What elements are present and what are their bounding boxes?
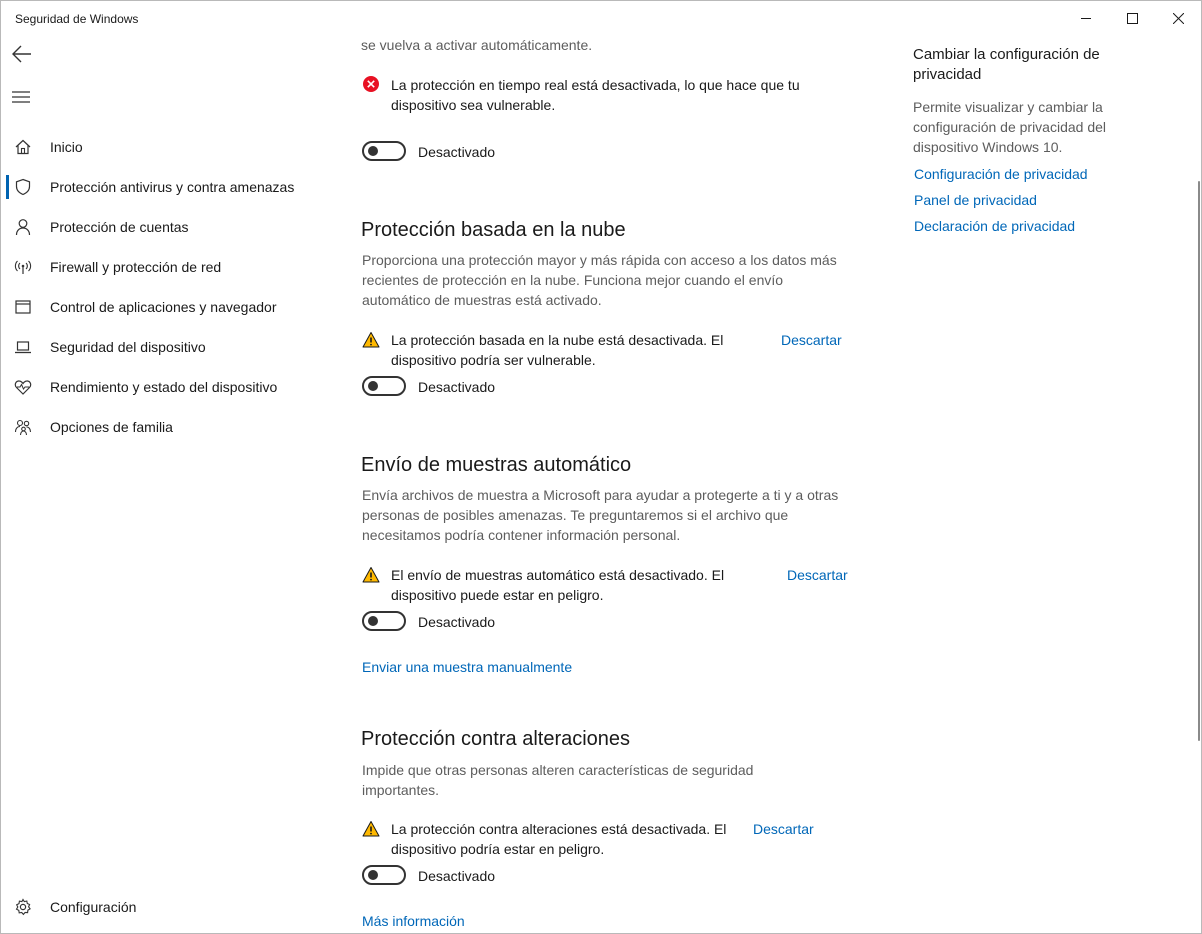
warning-icon <box>362 820 380 838</box>
vertical-scrollbar[interactable] <box>1198 181 1200 741</box>
tamper-toggle-label: Desactivado <box>418 868 496 884</box>
privacy-dashboard-link[interactable]: Panel de privacidad <box>914 192 1037 208</box>
minimize-button[interactable] <box>1063 1 1109 35</box>
maximize-icon <box>1127 13 1138 24</box>
warning-icon <box>362 566 380 584</box>
maximize-button[interactable] <box>1109 1 1155 35</box>
cloud-protection-heading: Protección basada en la nube <box>361 219 626 241</box>
samples-toggle-label: Desactivado <box>418 614 496 630</box>
gear-icon <box>14 898 32 916</box>
realtime-description-partial: se vuelva a activar automáticamente. <box>361 37 593 53</box>
close-button[interactable] <box>1155 1 1201 35</box>
sidebar-item-firewall[interactable] <box>1 247 321 287</box>
sidebar-item-cuentas[interactable] <box>1 207 321 247</box>
close-icon <box>1173 13 1184 24</box>
samples-alert-text: El envío de muestras automático está desactivado. El dispositivo puede estar en peligro. <box>391 567 725 603</box>
realtime-alert-text: La protección en tiempo real está desactivada, lo que hace que tu dispositivo sea vulnerable. <box>391 77 800 113</box>
back-arrow-icon <box>11 43 33 65</box>
sidebar-item-label: Opciones de familia <box>50 419 173 435</box>
tamper-dismiss-link[interactable]: Descartar <box>753 821 814 837</box>
main-content <box>361 1 861 934</box>
cloud-dismiss-link[interactable]: Descartar <box>781 332 842 348</box>
tamper-protection-toggle[interactable] <box>362 865 406 885</box>
window-title: Seguridad de Windows <box>15 12 139 26</box>
back-button[interactable] <box>11 43 35 65</box>
send-sample-manually-link[interactable]: Enviar una muestra manualmente <box>362 659 573 675</box>
sidebar-item-label: Protección de cuentas <box>50 219 189 235</box>
more-info-link[interactable]: Más información <box>362 913 465 929</box>
cloud-protection-description: Proporciona una protección mayor y más rápida con acceso a los datos más recientes de protección en la nube. Funciona mejor cuando el envío automático de muestras está activado. <box>362 252 837 308</box>
toggle-knob <box>368 616 378 626</box>
realtime-toggle-label: Desactivado <box>418 144 496 160</box>
privacy-heading: Cambiar la configuración de privacidad <box>913 46 1100 83</box>
warning-icon <box>362 331 380 349</box>
sidebar-item-familia[interactable] <box>1 407 321 447</box>
cloud-alert-text: La protección basada en la nube está desactivada. El dispositivo podría ser vulnerable. <box>391 332 724 368</box>
sidebar-item-configuracion[interactable] <box>1 887 321 927</box>
toggle-knob <box>368 381 378 391</box>
cloud-toggle-label: Desactivado <box>418 379 496 395</box>
tamper-alert-text: La protección contra alteraciones está desactivada. El dispositivo podría estar en peligro. <box>391 821 727 857</box>
sidebar-item-inicio[interactable] <box>1 127 321 167</box>
heart-pulse-icon <box>14 378 32 396</box>
family-icon <box>14 418 32 436</box>
wifi-antenna-icon <box>14 258 32 276</box>
privacy-description: Permite visualizar y cambiar la configuración de privacidad del dispositivo Windows 10. <box>913 99 1107 155</box>
shield-icon <box>14 178 32 196</box>
tamper-heading: Protección contra alteraciones <box>361 728 631 750</box>
hamburger-icon <box>11 89 31 105</box>
minimize-icon <box>1081 13 1092 24</box>
toggle-knob <box>368 146 378 156</box>
realtime-protection-toggle[interactable] <box>362 141 406 161</box>
person-icon <box>14 218 32 236</box>
toggle-knob <box>368 870 378 880</box>
home-icon <box>14 138 32 156</box>
cloud-protection-toggle[interactable] <box>362 376 406 396</box>
sidebar-item-antivirus[interactable] <box>1 167 321 207</box>
samples-dismiss-link[interactable]: Descartar <box>787 567 848 583</box>
sidebar-item-label: Protección antivirus y contra amenazas <box>50 179 295 195</box>
samples-heading: Envío de muestras automático <box>361 454 632 476</box>
sidebar-item-dispositivo[interactable] <box>1 327 321 367</box>
menu-toggle-button[interactable] <box>11 89 33 107</box>
sidebar-item-label: Inicio <box>50 139 83 155</box>
sidebar-item-label: Rendimiento y estado del dispositivo <box>50 379 278 395</box>
privacy-statement-link[interactable]: Declaración de privacidad <box>914 218 1076 234</box>
sidebar-item-label: Control de aplicaciones y navegador <box>50 299 277 315</box>
privacy-settings-link[interactable]: Configuración de privacidad <box>914 166 1088 182</box>
sidebar-item-label: Configuración <box>50 899 137 915</box>
sidebar-item-label: Firewall y protección de red <box>50 259 222 275</box>
samples-description: Envía archivos de muestra a Microsoft para ayudar a protegerte a ti y a otras personas de posibles amenazas. Te preguntaremos si el archivo que necesitamos podría contener información personal. <box>362 487 839 543</box>
error-icon <box>362 75 380 93</box>
samples-toggle[interactable] <box>362 611 406 631</box>
app-window-icon <box>14 298 32 316</box>
laptop-icon <box>14 338 32 356</box>
sidebar-item-label: Seguridad del dispositivo <box>50 339 206 355</box>
sidebar-item-rendimiento[interactable] <box>1 367 321 407</box>
tamper-description: Impide que otras personas alteren características de seguridad importantes. <box>362 762 754 798</box>
sidebar-item-aplicaciones[interactable] <box>1 287 321 327</box>
